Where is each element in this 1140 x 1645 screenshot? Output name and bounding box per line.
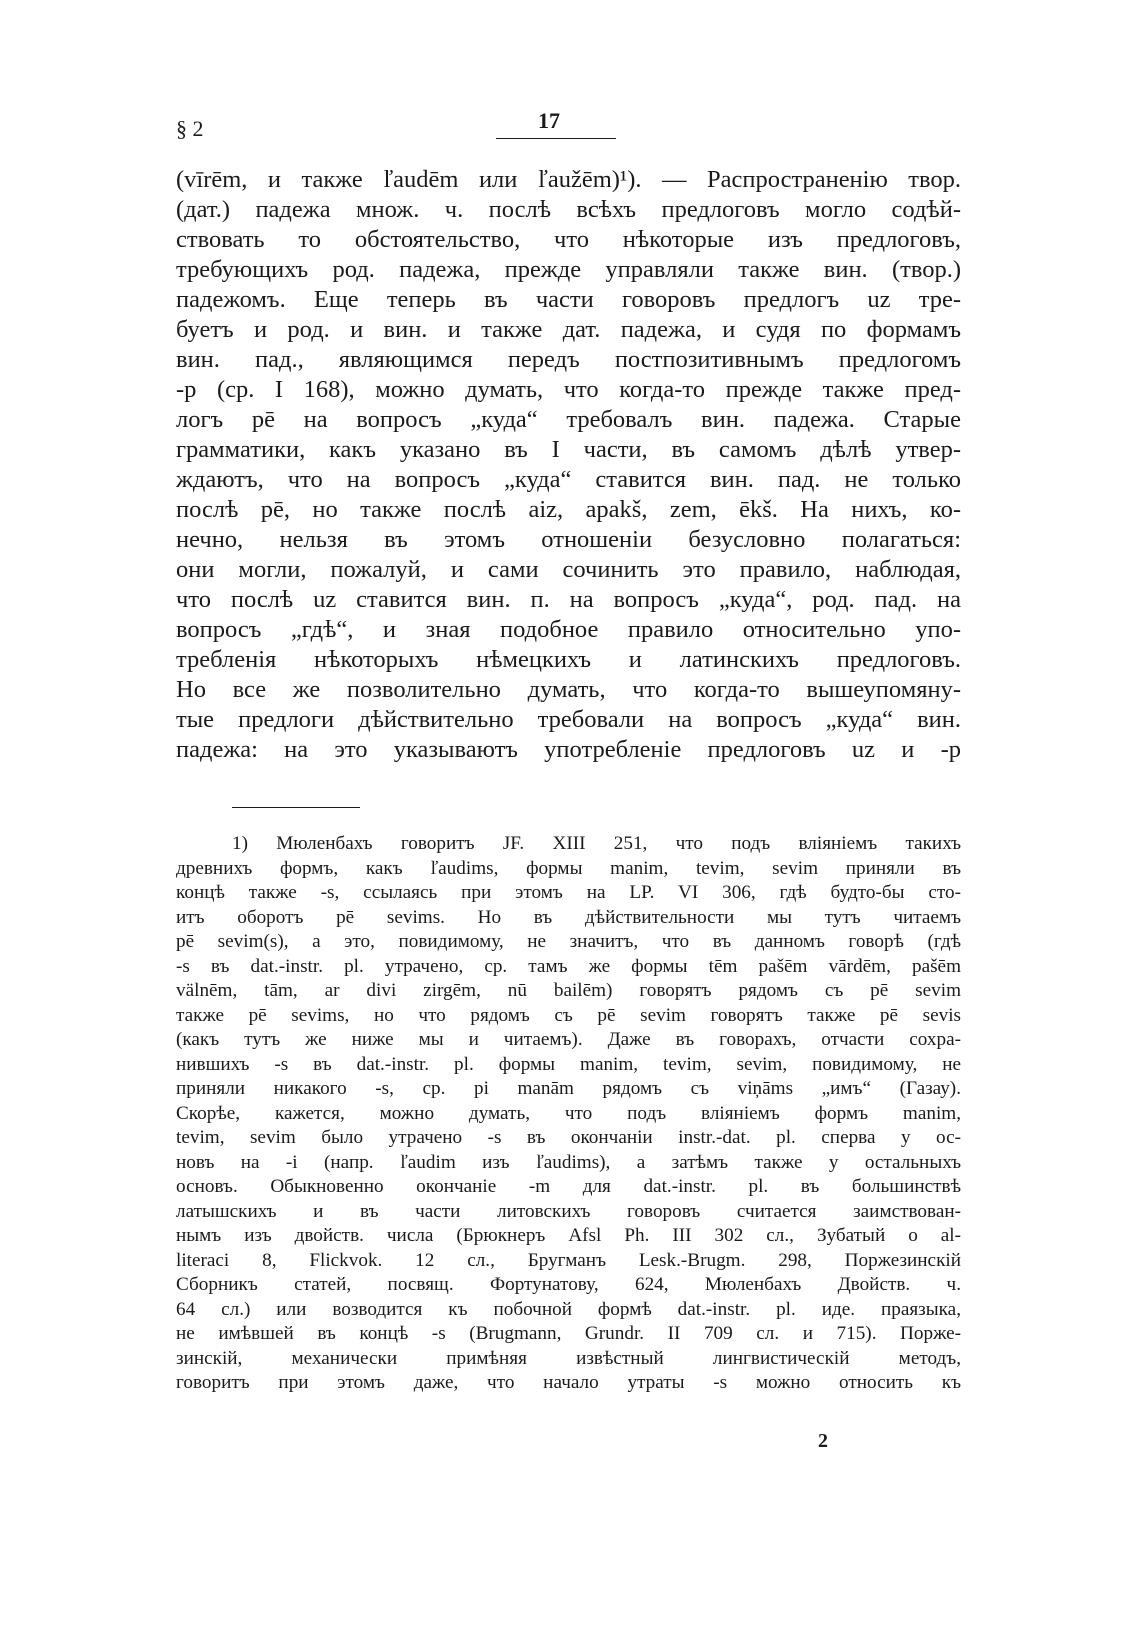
footnotes [176, 832, 961, 1396]
text-line: буетъ и род. и вин. и также дат. падежа, и судя по формамъ [176, 316, 961, 343]
footnote-line: также pē sevims, но что рядомъ съ pē sevim говорятъ также pē sevis [176, 1004, 961, 1026]
footnote-line: нымъ изъ двойств. числа (Брюкнеръ Afsl Ph. III 302 сл., Зубатый o al- [176, 1225, 961, 1246]
footnote-rule [232, 807, 360, 808]
footnote-line: новъ на -i (напр. ľaudim изъ ľaudims), а затѣмъ также у остальныхъ [176, 1151, 961, 1173]
text-line: вопросъ „гдѣ“, и зная подобное правило относительно упо- [176, 616, 961, 643]
footnote-line: основъ. Обыкновенно окончаніе -m для dat.-instr. pl. въ большинствѣ [176, 1176, 961, 1197]
footnote-line: приняли никакого -s, ср. pi manām рядомъ съ viņāms „имъ“ (Газау). [176, 1078, 961, 1099]
footnote-line: древнихъ формъ, какъ ľaudims, формы manim, tevim, sevim приняли въ [176, 857, 961, 879]
text-line: логъ pē на вопросъ „куда“ требовалъ вин. падежа. Старые [176, 406, 961, 433]
footnote-line: 64 сл.) или возводится къ побочной формѣ dat.-instr. pl. иде. праязыка, [176, 1298, 961, 1320]
text-line: нечно, нельзя въ этомъ отношеніи безусловно полагаться: [176, 526, 961, 553]
footnote-line: välnēm, tām, ar divi zirgēm, nū bailēm) говорятъ рядомъ съ pē sevim [176, 980, 961, 1001]
footnote-line: латышскихъ и въ части литовскихъ говоровъ считается заимствован- [176, 1200, 961, 1222]
text-line: что послѣ uz ставится вин. п. на вопросъ „куда“, род. пад. на [176, 586, 961, 613]
text-line: (дат.) падежа множ. ч. послѣ всѣхъ предлоговъ могло содѣй- [176, 196, 961, 223]
text-line: вин. пад., являющимся передъ постпозитивнымъ предлогомъ [176, 346, 961, 373]
footnote-line: Сборникъ статей, посвящ. Фортунатову, 624, Мюленбахъ Двойств. ч. [176, 1274, 961, 1295]
footnote-line: нившихъ -s въ dat.-instr. pl. формы manim, tevim, sevim, повидимому, не [176, 1053, 961, 1075]
footnote-line: pē sevim(s), а это, повидимому, не значитъ, что въ данномъ говорѣ (гдѣ [176, 931, 961, 952]
footnote-line: не имѣвшей въ концѣ -s (Brugmann, Grundr. II 709 сл. и 715). Порже- [176, 1323, 961, 1344]
text-line: падежа: на это указываютъ употребленіе предлоговъ uz и -p [176, 736, 961, 763]
footnote-line: зинскій, механически примѣняя извѣстный лингвистическій методъ, [176, 1347, 961, 1369]
footnote-line: (какъ тутъ же ниже мы и читаемъ). Даже въ говорахъ, отчасти сохра- [176, 1029, 961, 1050]
text-line: грамматики, какъ указано въ I части, въ самомъ дѣлѣ утвер- [176, 436, 961, 463]
footnote-line: tevim, sevim было утрачено -s въ окончаніи instr.-dat. pl. сперва у ос- [176, 1127, 961, 1148]
footnote-line: концѣ также -s, ссылаясь при этомъ на LP. VI 306, гдѣ будто-бы сто- [176, 882, 961, 903]
sheet-signature: 2 [818, 1430, 828, 1452]
footnote-line: literaci 8, Flickvok. 12 сл., Бругманъ Lesk.-Brugm. 298, Поржезинскій [176, 1249, 961, 1271]
main-text [176, 165, 961, 765]
footnote-line: говоритъ при этомъ даже, что начало утраты -s можно относить къ [176, 1372, 961, 1393]
footnote-line: 1) Мюленбахъ говоритъ JF. XIII 251, что подъ вліяніемъ такихъ [232, 833, 961, 854]
text-line: ждаютъ, что на вопросъ „куда“ ставится вин. пад. не только [176, 466, 961, 493]
text-line: требующихъ род. падежа, прежде управляли также вин. (твор.) [176, 256, 961, 283]
text-line: тые предлоги дѣйствительно требовали на вопросъ „куда“ вин. [176, 706, 961, 733]
text-line: (vīrēm, и также ľaudēm или ľaužēm)¹). — Распространенію твор. [176, 166, 961, 193]
text-line: -p (ср. I 168), можно думать, что когда-то прежде также пред- [176, 376, 961, 403]
page-number: 17 [538, 108, 560, 133]
text-line: ствовать то обстоятельство, что нѣкоторые изъ предлоговъ, [176, 226, 961, 253]
footnote-line: итъ оборотъ pē sevims. Но въ дѣйствительности мы тутъ читаемъ [176, 906, 961, 928]
text-line: Но все же позволительно думать, что когда-то вышеупомяну- [176, 676, 961, 703]
section-mark: § 2 [176, 116, 204, 141]
text-line: послѣ pē, но также послѣ aiz, apakš, zem, ēkš. На нихъ, ко- [176, 496, 961, 523]
text-line: они могли, пожалуй, и сами сочинить это правило, наблюдая, [176, 556, 961, 583]
text-line: падежомъ. Еще теперь въ части говоровъ предлогъ uz тре- [176, 286, 961, 313]
footnote-line: Скорѣе, кажется, можно думать, что подъ вліяніемъ формъ manim, [176, 1102, 961, 1124]
page-header [176, 108, 961, 148]
text-line: требленія нѣкоторыхъ нѣмецкихъ и латинскихъ предлоговъ. [176, 646, 961, 673]
header-rule [496, 138, 616, 139]
footnote-line: -s въ dat.-instr. pl. утрачено, ср. тамъ же формы tēm pašēm vārdēm, pašēm [176, 955, 961, 977]
